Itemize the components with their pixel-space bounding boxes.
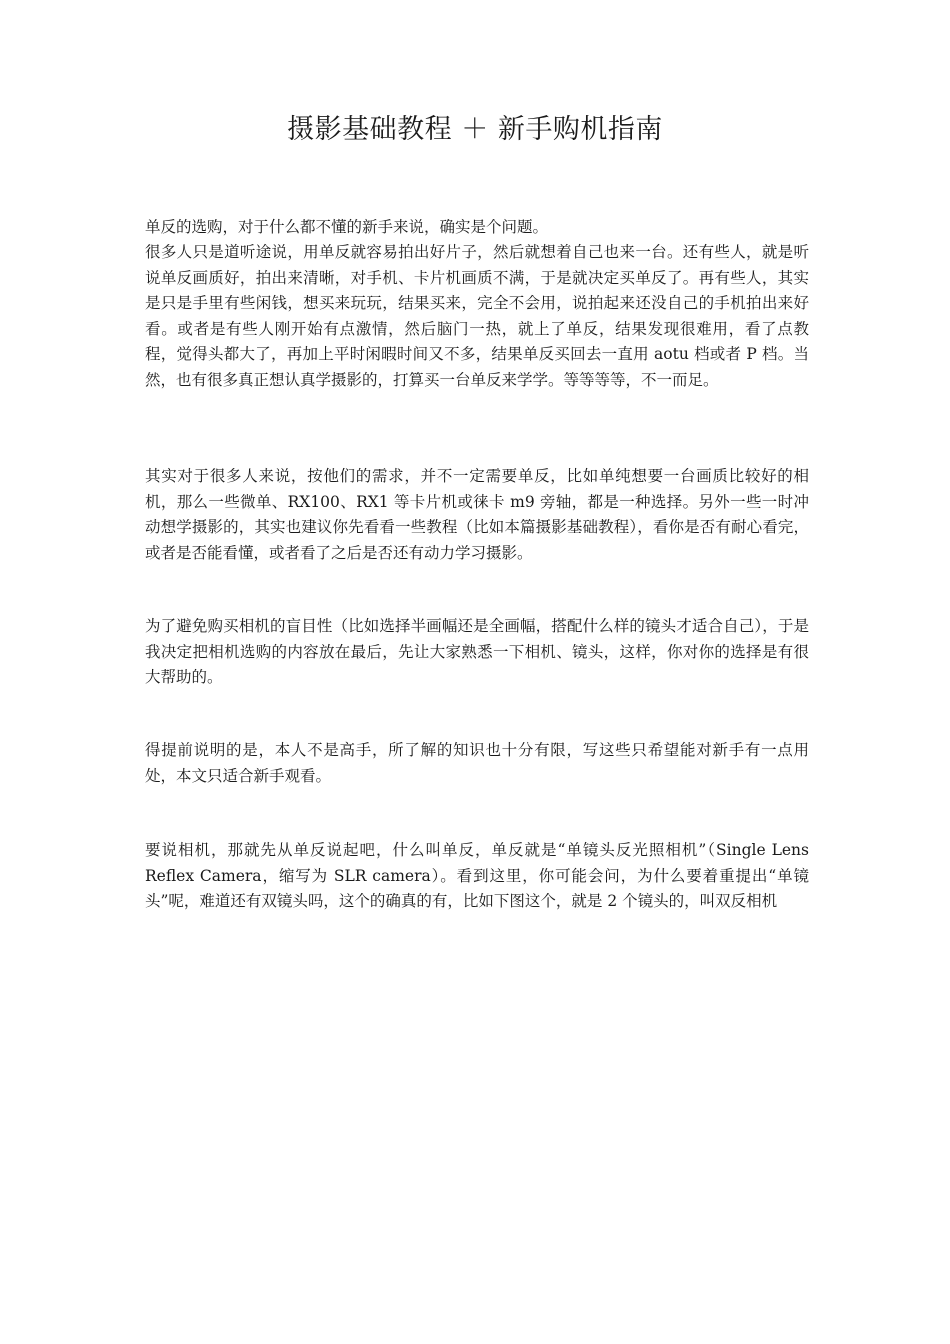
paragraph-disclaimer: 得提前说明的是，本人不是高手，所了解的知识也十分有限，写这些只希望能对新手有一点用处，本文只适合新手观看。 <box>145 741 809 785</box>
paragraph-structure: 为了避免购买相机的盲目性（比如选择半画幅还是全画幅，搭配什么样的镜头才适合自己），于是我决定把相机选购的内容放在最后，先让大家熟悉一下相机、镜头，这样，你对你的选择是有很大帮助的。 <box>145 617 809 686</box>
paragraph-intro: 单反的选购，对于什么都不懂的新手来说，确实是个问题。 <box>145 218 549 236</box>
document-title: 摄影基础教程 ＋ 新手购机指南 <box>287 114 663 145</box>
paragraph-alternatives: 其实对于很多人来说，按他们的需求，并不一定需要单反，比如单纯想要一台画质比较好的相机，那么一些微单、RX100、RX1 等卡片机或徕卡 m9 旁轴，都是一种选择。另外一些一时冲动想学摄影的，其实也建议你先看看一些教程（比如本篇摄影基础教程），看你是否有耐心看完，或者是否能看懂，或者看了之后是否还有动力学习摄影。 <box>145 467 809 562</box>
paragraph-slr-definition: 要说相机，那就先从单反说起吧，什么叫单反，单反就是“单镜头反光照相机”（Single Lens Reflex Camera，缩写为 SLR camera）。看到这里，你可能会问，为什么要着重提出“单镜头”呢，难道还有双镜头吗，这个的确真的有，比如下图这个，就是 2 个镜头的，叫双反相机 <box>145 841 809 910</box>
paragraph-buyer-types: 很多人只是道听途说，用单反就容易拍出好片子，然后就想着自己也来一台。还有些人，就是听说单反画质好，拍出来清晰，对手机、卡片机画质不满，于是就决定买单反了。再有些人，其实是只是手里有些闲钱，想买来玩玩，结果买来，完全不会用，说拍起来还没自己的手机拍出来好看。或者是有些人刚开始有点激情，然后脑门一热，就上了单反，结果发现很难用，看了点教程，觉得头都大了，再加上平时闲暇时间又不多，结果单反买回去一直用 aotu 档或者 P 档。当然，也有很多真正想认真学摄影的，打算买一台单反来学学。等等等等，不一而足。 <box>145 243 809 389</box>
